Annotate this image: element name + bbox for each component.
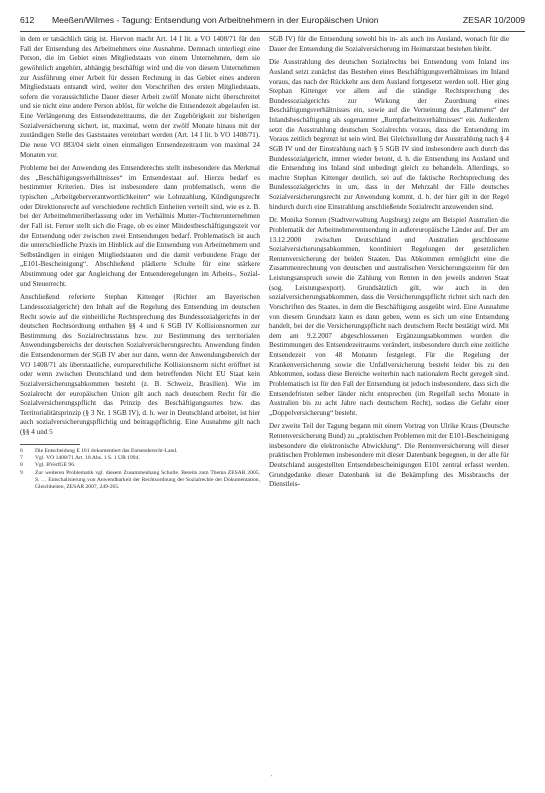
paragraph: Dr. Monika Sonnen (Stadtverwaltung Augsburg) zeigte am Beispiel Australien die Problematik der Arbeitnehmerentsendung in außereuropäische Länder auf. Der am 13.12.2000 zwischen Deutschland und Australien geschlossene Sozialversicherungsabkommen, koordiniert Regelungen der gesetzlichen Rentenversicherung der beiden Staaten. Das Abkommen ermöglicht eine die Zusammenrechnung von deutschen und australischen Versicherungszeiten für den Leistungsanspruch sowie die Zahlung von Renten in den jeweils anderen Staat (sog. Leistungsexport). Grundsätzlich gilt, wie auch in den sozialversicherungsabkommen, dass die Versicherungspflicht richtet sich nach den Vorschriften des Staates, in dem die Beschäftigung ausgeübt wird. Eine Ausnahme von diesem Grundsatz kann es dann geben, wenn es sich um eine Entsendung handelt, bei der die Versicherungspflicht nach deutschem Recht bestätigt wird. Mit dem am 9.2.2007 abgeschlossenen Ergänzungsabkommen wurden die Bestimmungen des Entsendezeitraums verändert, insbesondere durch eine zeitliche Entsendezeit von 48 Monaten festgelegt. Für die Regelung der Krankenversicherung sowie die Unfallversicherung besteht leider bis zu den Abkommen, sodass diese Bereiche weiterhin nach nationalem Recht geregelt sind. Problematisch ist für den Fall der Entsendung ist jedoch insbesondere, dass sich die Entsendefristen selber länder nicht entsprechen (im Regelfall sechs Monate in Australien bis zu acht Jahre nach deutschem Recht), sodass die Gefahr einer „Doppelversicherung“ besteht.: [269, 216, 509, 417]
page-number: 612: [20, 15, 35, 25]
footnote: [20, 448, 260, 455]
left-column: [20, 35, 260, 765]
paragraph: in dem er tatsächlich tätig ist. Hiervon macht Art. 14 I lit. a VO 1408/71 für den Fall der Entsendung des Arbeitnehmers eine Ausnahme. Demnach unterliegt eine Person, die im Gebiet eines Mitgliedstaats von einem Unternehmen, dem sie gewöhnlich angehört, abhängig beschäftigt wird und die von diesem Unternehmen zur Ausführung einer Arbeit für dessen Rechnung in das Gebiet eines anderen Mitgliedstaats entsandt wird, weiter den Vorschriften des ersten Mitgliedstaats, sofern die voraussichtliche Dauer dieser Arbeit zwölf Monate nicht überschreitet und sie nicht eine andere Person ablöst, für welche die Entsendezeit abgelaufen ist. Eine Verlängerung des Entsendezeitraums, die der Zugehörigkeit zur bisherigen Sozialversicherung sichert, ist, maximal, wenn der zwölf Monate hinaus mit der zuständigen Stelle des Gaststaates vereinbart werden (Art. 14 I lit. b VO 1408/71). Die neue VO 883/04 sieht einen einmaligen Entsendezeitraum von maximal 24 Monaten vor.: [20, 35, 260, 159]
page-mark: ': [271, 775, 273, 781]
footnote-number: 7: [20, 454, 23, 461]
running-header: [20, 15, 525, 31]
footnote-number: 6: [20, 447, 23, 454]
footnote-text: Vgl. BVerfGE 96.: [35, 462, 76, 469]
footnote: [20, 462, 260, 469]
paragraph: Probleme bei der Anwendung des Entsenderechts stellt insbesondere das Merkmal des „Beschäftigungsverhältnisses“ im Entsendestaat auf. Hierzu bedarf es bestimmter Kriterien. Dies ist insbesondere dann problematisch, wenn die typischen „Arbeitgeberverantwortlichkeiten“ wie Lohnzahlung, Kündigungsrecht oder Direktionsrecht auf verschiedene rechtlich Einheiten verteilt sind, wie es z. B. bei der Arbeitnehmerüberlassung oder im Verhältnis Mutter-/Tochterunternehmen der Fall ist. Ferner stellt sich die Frage, ob es einer Mindestbeschäftigungszeit vor der Entsendung oder zwischen zwei Entsendungen bedarf. Problematisch ist auch die unterschiedliche Praxis im Hinblick auf die Entsendung von Arbeitnehmern und Selbständigen in einigen Mitgliedstaaten und die damit verbundene Frage der „E101-Bescheinigung“. Abschließend plädierte Schulte für eine stärkere Abstimmung oder gar Angleichung der Entsenderegelungen im Arbeits-, Sozial- und Steuerrecht.: [20, 164, 260, 288]
footnote-number: 8: [20, 462, 23, 469]
right-column: [269, 35, 509, 765]
footnote: [20, 470, 260, 492]
footnote-rule: [20, 444, 80, 445]
paragraph: Anschließend referierte Stephan Kittenger (Richter am Bayerischen Landessozialgericht) den Inhalt auf die Regelung des Entsendung im deutschen Recht sowie auf die einheitliche Rechtsprechung des Bundessozialgerichts in der deutschen Rechtsordnung enthalten §§ 4 und 6 SGB IV Kollisionsnormen zur Bestimmung des Sozialrechtsstatus bzw. zur Bestimmung des territorialen Anwendungsbereichs der deutschen Sozialversicherungsrechts. Anwendung finden die Entsendenormen der SGB IV aber nur dann, wenn der Anwendungsbereich der VO 1408/71 als überstaatliche, europarechtliche Kollisionsnorm nicht eröffnet ist oder wenn zwischen Deutschland und dem betreffenden Nicht EU Staat kein Sozialversicherungsabkommen besteht (z. B. Schweiz, Brasilien). Wie im Sozialrecht der europäischen Union gilt auch nach deutschem Recht für die Sozialversicherungspflicht das Prinzip des Beschäftigungsortes bzw. das Territorialitätsprinzip (§ 3 Nr. 1 SGB IV), d. h. wer in Deutschland arbeitet, ist hier auch sozialversicherungspflichtig und beitragspflichtig. Eine Ausnahme gilt nach (§§ 4 und 5: [20, 293, 260, 436]
header-rule: [20, 31, 525, 32]
footnote-text: Zur weiteren Problematik vgl. diesem Zusammenhang Schulte. Bereits zum Thema ZESAR 2005, S. … Entschalisierung von Anwendbarkeit der Rechtsordnung der Sozialrechte der Dokumentation, Gleichheiten, ZESAR 2007, 249-265.: [35, 469, 260, 491]
paragraph: SGB IV) für die Entsendung sowohl bis in- als auch ins Ausland, wonach für die Dauer der Entsendung die Sozialversicherung im Heimatstaat bestehen bleibt.: [269, 35, 509, 53]
footnote-text: Die Entscheidung E 101 dokumentiert das Entsenderecht-Land.: [35, 447, 178, 454]
journal-issue: ZESAR 10/2009: [462, 15, 525, 25]
paragraph: Der zweite Teil der Tagung begann mit einem Vortrag von Ulrike Kraus (Deutsche Rentenversicherung Bund) zu „praktischen Problemen mit der E101-Bescheinigung insbesondere die elektronische Abwicklung“. Die Rentenversicherung will dieser praktischen Problemen insbesondere mit dieser Datenbank begegnen, in der alle für Deutschland ausgestellten Entsendebescheinigungen E101 zentral erfasst werden. Grundgedanke dieser Datenbank ist die Bekämpfung des Missbrauchs der Dienstleis-: [269, 422, 509, 489]
running-title: Meeßen/Wilmes - Tagung: Entsendung von Arbeitnehmern in der Europäischen Union: [52, 15, 379, 25]
paragraph: Die Ausstrahlung des deutschen Sozialrechts bei Entsendung vom Inland ins Ausland setzt zunächst das Bestehen eines Beschäftigungsverhältnisses im Inland voraus, das nach der Rückkehr aus dem Ausland fortgesetzt werden soll. Hier ging Stephan Kittenger vor allem auf die ständige Rechtsprechung des Bundessozialgerichts zur Wirkung der Zuordnung eines Beschäftigungsverhältnisses ein, sowie auf die Verneinung des „Rahmens“ der Inlandsbeschäftigung als sogenannter „Rumpfarbeitsverhältnisses“ ein. Außerdem setzt die Ausstrahlung deutschen Sozialrechts voraus, dass die Entsendung im Voraus zeitlich begrenzt ist sein wird. Bei Gleichstellung der Ausstrahlung nach § 4 SGB IV und der Einstrahlung nach § 5 SGB IV sind insbesondere auch durch das Bundessozialgericht, immer wieder betont, d. h. die Entsendung ins Ausland und die Entsendung ins Inland sind unbedingt gleich zu behandeln. Allerdings, so machte Stephan Kittenger deutlich, sei auf die faktische Rechtsprechung des Bundessozialgerichts in um, dass in der Mehrzahl der Fälle deutsches Sozialversicherungsrecht zur Anwendung kommt, d. h. der hier gilt in der Regel hindurch durch eine Einstrahlung anschließende Sozialrecht anzuwenden sind.: [269, 58, 509, 211]
footnote-number: 9: [20, 469, 23, 476]
footnote-text: Vgl. VO 1408/71 Art. 18 Abs. 1 S. 1 UR 1994.: [35, 454, 140, 461]
